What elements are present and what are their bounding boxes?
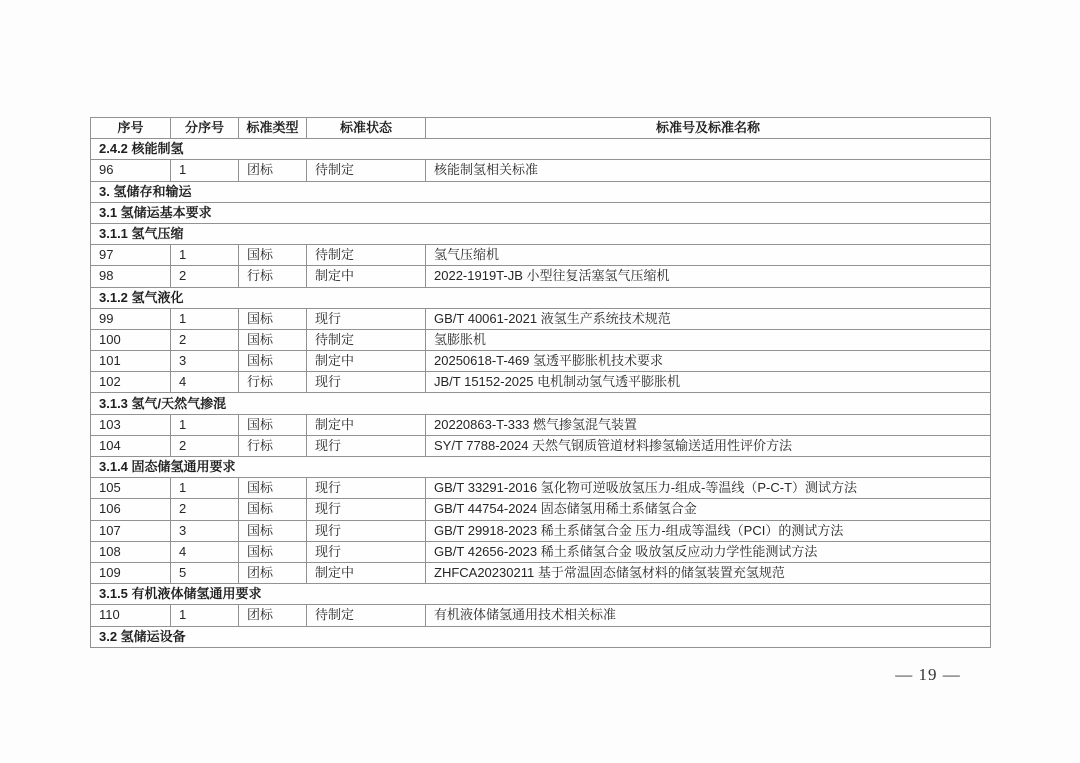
standard-type-cell: 行标 (239, 266, 307, 287)
sub-serial-no-cell: 2 (171, 499, 239, 520)
serial-no-cell: 99 (91, 308, 171, 329)
sub-serial-no-cell: 5 (171, 562, 239, 583)
table-row (91, 266, 991, 287)
section-row (91, 139, 991, 160)
standard-type-cell: 国标 (239, 308, 307, 329)
section-label: 3.1.2 氢气液化 (91, 287, 991, 308)
standard-name-cell: ZHFCA20230211 基于常温固态储氢材料的储氢装置充氢规范 (426, 562, 991, 583)
standard-status-cell: 待制定 (307, 329, 426, 350)
section-label: 3.1.4 固态储氢通用要求 (91, 457, 991, 478)
standard-name-cell: GB/T 33291-2016 氢化物可逆吸放氢压力-组成-等温线（P-C-T）测试方法 (426, 478, 991, 499)
standard-type-cell: 国标 (239, 520, 307, 541)
header-standard-type: 标准类型 (239, 118, 307, 139)
standard-name-cell: 20220863-T-333 燃气掺氢混气装置 (426, 414, 991, 435)
sub-serial-no-cell: 1 (171, 160, 239, 181)
standard-status-cell: 待制定 (307, 160, 426, 181)
standard-type-cell: 国标 (239, 478, 307, 499)
sub-serial-no-cell: 2 (171, 329, 239, 350)
serial-no-cell: 101 (91, 351, 171, 372)
sub-serial-no-cell: 3 (171, 351, 239, 372)
table-row (91, 478, 991, 499)
header-standard-status: 标准状态 (307, 118, 426, 139)
section-row (91, 202, 991, 223)
serial-no-cell: 108 (91, 541, 171, 562)
standard-status-cell: 现行 (307, 499, 426, 520)
standard-type-cell: 国标 (239, 245, 307, 266)
section-row (91, 223, 991, 244)
sub-serial-no-cell: 3 (171, 520, 239, 541)
standard-status-cell: 制定中 (307, 266, 426, 287)
section-label: 3. 氢储存和输运 (91, 181, 991, 202)
serial-no-cell: 110 (91, 605, 171, 626)
serial-no-cell: 97 (91, 245, 171, 266)
serial-no-cell: 96 (91, 160, 171, 181)
standard-name-cell: 2022-1919T-JB 小型往复活塞氢气压缩机 (426, 266, 991, 287)
standard-type-cell: 国标 (239, 541, 307, 562)
standard-status-cell: 待制定 (307, 245, 426, 266)
standard-name-cell: SY/T 7788-2024 天然气钢质管道材料掺氢输送适用性评价方法 (426, 435, 991, 456)
page-number: — 19 — (895, 665, 961, 684)
section-label: 3.1.3 氢气/天然气掺混 (91, 393, 991, 414)
serial-no-cell: 103 (91, 414, 171, 435)
section-row (91, 393, 991, 414)
standard-type-cell: 团标 (239, 160, 307, 181)
sub-serial-no-cell: 1 (171, 605, 239, 626)
table-row (91, 562, 991, 583)
header-standard-name: 标准号及标准名称 (426, 118, 991, 139)
sub-serial-no-cell: 1 (171, 414, 239, 435)
standard-name-cell: GB/T 44754-2024 固态储氢用稀土系储氢合金 (426, 499, 991, 520)
serial-no-cell: 102 (91, 372, 171, 393)
standard-name-cell: 氢膨胀机 (426, 329, 991, 350)
standard-name-cell: GB/T 29918-2023 稀土系储氢合金 压力-组成等温线（PCI）的测试方法 (426, 520, 991, 541)
table-row (91, 541, 991, 562)
sub-serial-no-cell: 2 (171, 266, 239, 287)
serial-no-cell: 106 (91, 499, 171, 520)
serial-no-cell: 107 (91, 520, 171, 541)
standard-name-cell: 有机液体储氢通用技术相关标准 (426, 605, 991, 626)
section-row (91, 584, 991, 605)
standard-type-cell: 团标 (239, 562, 307, 583)
standard-status-cell: 现行 (307, 541, 426, 562)
section-label: 3.2 氢储运设备 (91, 626, 991, 647)
table-row (91, 414, 991, 435)
table-row (91, 435, 991, 456)
table-row (91, 329, 991, 350)
table-row (91, 372, 991, 393)
standard-type-cell: 国标 (239, 499, 307, 520)
table-header-row (91, 118, 991, 139)
header-sub-serial-no: 分序号 (171, 118, 239, 139)
standard-name-cell: GB/T 42656-2023 稀土系储氢合金 吸放氢反应动力学性能测试方法 (426, 541, 991, 562)
standard-status-cell: 现行 (307, 478, 426, 499)
standard-type-cell: 行标 (239, 435, 307, 456)
standards-table-container (90, 117, 990, 648)
serial-no-cell: 104 (91, 435, 171, 456)
table-row (91, 351, 991, 372)
table-row (91, 605, 991, 626)
serial-no-cell: 98 (91, 266, 171, 287)
section-label: 3.1.5 有机液体储氢通用要求 (91, 584, 991, 605)
standard-status-cell: 现行 (307, 372, 426, 393)
standards-table-body (91, 139, 991, 648)
standard-status-cell: 待制定 (307, 605, 426, 626)
standard-status-cell: 现行 (307, 308, 426, 329)
table-row (91, 520, 991, 541)
standard-status-cell: 制定中 (307, 414, 426, 435)
standards-table (90, 117, 991, 648)
sub-serial-no-cell: 2 (171, 435, 239, 456)
standard-name-cell: JB/T 15152-2025 电机制动氢气透平膨胀机 (426, 372, 991, 393)
section-row (91, 457, 991, 478)
header-serial-no: 序号 (91, 118, 171, 139)
standard-status-cell: 现行 (307, 435, 426, 456)
sub-serial-no-cell: 4 (171, 541, 239, 562)
standard-status-cell: 制定中 (307, 562, 426, 583)
serial-no-cell: 105 (91, 478, 171, 499)
standard-name-cell: 20250618-T-469 氢透平膨胀机技术要求 (426, 351, 991, 372)
standard-status-cell: 制定中 (307, 351, 426, 372)
table-row (91, 245, 991, 266)
standard-name-cell: 核能制氢相关标准 (426, 160, 991, 181)
sub-serial-no-cell: 1 (171, 478, 239, 499)
section-row (91, 181, 991, 202)
section-row (91, 287, 991, 308)
section-row (91, 626, 991, 647)
sub-serial-no-cell: 4 (171, 372, 239, 393)
standard-name-cell: GB/T 40061-2021 液氢生产系统技术规范 (426, 308, 991, 329)
standard-type-cell: 国标 (239, 329, 307, 350)
section-label: 2.4.2 核能制氢 (91, 139, 991, 160)
section-label: 3.1 氢储运基本要求 (91, 202, 991, 223)
table-row (91, 499, 991, 520)
serial-no-cell: 109 (91, 562, 171, 583)
standard-type-cell: 团标 (239, 605, 307, 626)
sub-serial-no-cell: 1 (171, 245, 239, 266)
section-label: 3.1.1 氢气压缩 (91, 223, 991, 244)
standard-name-cell: 氢气压缩机 (426, 245, 991, 266)
sub-serial-no-cell: 1 (171, 308, 239, 329)
table-row (91, 160, 991, 181)
standard-type-cell: 行标 (239, 372, 307, 393)
standard-type-cell: 国标 (239, 351, 307, 372)
serial-no-cell: 100 (91, 329, 171, 350)
standard-status-cell: 现行 (307, 520, 426, 541)
standard-type-cell: 国标 (239, 414, 307, 435)
table-row (91, 308, 991, 329)
